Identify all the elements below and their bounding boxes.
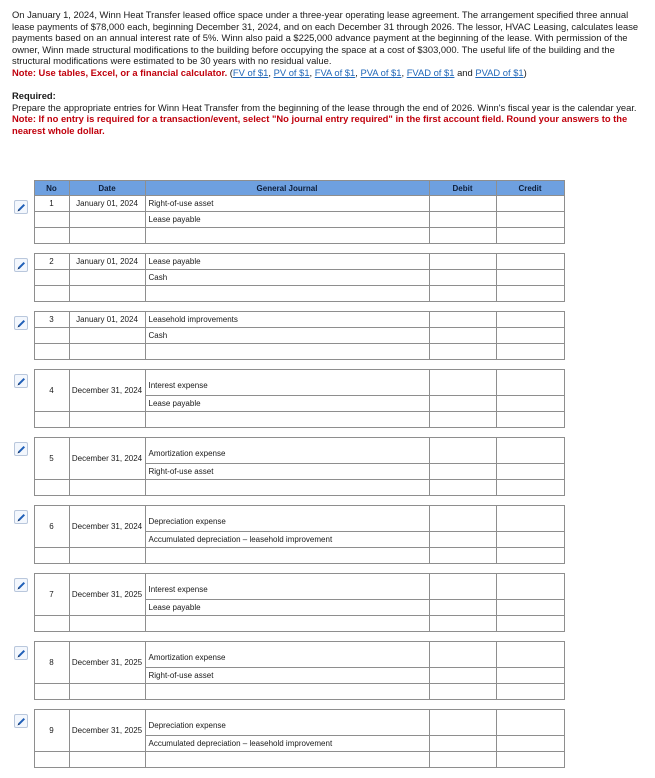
account-cell[interactable]: Leasehold improvements bbox=[145, 312, 429, 328]
journal-row bbox=[12, 506, 564, 532]
account-cell[interactable] bbox=[145, 412, 429, 428]
date-blank-cell bbox=[69, 212, 145, 228]
edit-pencil-icon[interactable] bbox=[14, 510, 28, 524]
table-links: (FV of $1, PV of $1, FVA of $1, PVA of $1, FVAD of $1 and PVAD of $1) bbox=[229, 66, 527, 78]
debit-cell[interactable] bbox=[429, 480, 496, 496]
journal-table-container bbox=[12, 180, 564, 778]
credit-cell[interactable] bbox=[496, 684, 564, 700]
entry-spacer bbox=[12, 244, 564, 254]
debit-cell[interactable] bbox=[429, 684, 496, 700]
date-blank-cell bbox=[69, 752, 145, 768]
credit-cell[interactable] bbox=[496, 642, 564, 668]
header-date: Date bbox=[69, 181, 145, 196]
debit-cell[interactable] bbox=[429, 464, 496, 480]
journal-row-empty bbox=[12, 344, 564, 360]
account-cell[interactable] bbox=[145, 480, 429, 496]
journal-row bbox=[12, 480, 564, 496]
link-pva-of-1[interactable]: PVA of $1 bbox=[360, 66, 402, 78]
debit-cell[interactable] bbox=[429, 438, 496, 464]
journal-row-empty bbox=[12, 228, 564, 244]
entry-number: 5 bbox=[34, 438, 69, 480]
debit-cell[interactable] bbox=[429, 370, 496, 396]
entry-spacer bbox=[12, 302, 564, 312]
journal-row bbox=[12, 616, 564, 632]
credit-cell[interactable] bbox=[496, 254, 564, 270]
header-credit: Credit bbox=[496, 181, 564, 196]
no-blank-cell bbox=[34, 616, 69, 632]
entry-spacer bbox=[12, 768, 564, 778]
account-cell[interactable] bbox=[145, 228, 429, 244]
credit-cell[interactable] bbox=[496, 736, 564, 752]
credit-cell[interactable] bbox=[496, 480, 564, 496]
debit-cell[interactable] bbox=[429, 212, 496, 228]
no-blank-cell bbox=[34, 270, 69, 286]
debit-cell[interactable] bbox=[429, 312, 496, 328]
account-cell[interactable]: Cash bbox=[145, 328, 429, 344]
no-blank-cell bbox=[34, 480, 69, 496]
credit-cell[interactable] bbox=[496, 710, 564, 736]
required-heading: Required: bbox=[12, 90, 56, 101]
header-general-journal: General Journal bbox=[145, 181, 429, 196]
date-blank-cell bbox=[69, 480, 145, 496]
entry-date: December 31, 2025 bbox=[69, 710, 145, 752]
account-cell[interactable] bbox=[145, 286, 429, 302]
date-blank-cell bbox=[69, 270, 145, 286]
debit-cell[interactable] bbox=[429, 616, 496, 632]
account-cell[interactable]: Lease payable bbox=[145, 396, 429, 412]
credit-cell[interactable] bbox=[496, 464, 564, 480]
link-fv-of-1[interactable]: FV of $1 bbox=[232, 66, 269, 78]
credit-cell[interactable] bbox=[496, 212, 564, 228]
and-word: and bbox=[457, 66, 473, 78]
journal-row bbox=[12, 196, 564, 212]
edit-pencil-icon[interactable] bbox=[14, 200, 28, 214]
entry-number: 1 bbox=[34, 196, 69, 212]
journal-row bbox=[12, 212, 564, 228]
edit-pencil-icon[interactable] bbox=[14, 714, 28, 728]
no-blank-cell bbox=[34, 548, 69, 564]
credit-cell[interactable] bbox=[496, 370, 564, 396]
no-blank-cell bbox=[34, 328, 69, 344]
entry-number: 8 bbox=[34, 642, 69, 684]
account-cell[interactable] bbox=[145, 344, 429, 360]
journal-row-empty bbox=[12, 286, 564, 302]
account-cell[interactable]: Lease payable bbox=[145, 600, 429, 616]
header-no: No bbox=[34, 181, 69, 196]
journal-row bbox=[12, 438, 564, 464]
journal-body bbox=[12, 196, 564, 778]
no-blank-cell bbox=[34, 212, 69, 228]
entry-date: December 31, 2024 bbox=[69, 370, 145, 412]
entry-spacer bbox=[12, 564, 564, 574]
problem-statement bbox=[12, 9, 644, 136]
credit-cell[interactable] bbox=[496, 548, 564, 564]
credit-cell[interactable] bbox=[496, 438, 564, 464]
credit-cell[interactable] bbox=[496, 752, 564, 768]
journal-row bbox=[12, 548, 564, 564]
account-cell[interactable]: Right-of-use asset bbox=[145, 668, 429, 684]
entry-spacer bbox=[12, 632, 564, 642]
credit-cell[interactable] bbox=[496, 668, 564, 684]
credit-cell[interactable] bbox=[496, 196, 564, 212]
debit-cell[interactable] bbox=[429, 396, 496, 412]
debit-cell[interactable] bbox=[429, 254, 496, 270]
debit-cell[interactable] bbox=[429, 196, 496, 212]
date-blank-cell bbox=[69, 616, 145, 632]
entry-date: January 01, 2024 bbox=[69, 312, 145, 328]
debit-cell[interactable] bbox=[429, 344, 496, 360]
credit-cell[interactable] bbox=[496, 600, 564, 616]
date-blank-cell bbox=[69, 548, 145, 564]
credit-cell[interactable] bbox=[496, 344, 564, 360]
account-cell[interactable]: Interest expense bbox=[145, 574, 429, 600]
date-blank-cell bbox=[69, 228, 145, 244]
debit-cell[interactable] bbox=[429, 668, 496, 684]
entry-spacer bbox=[12, 496, 564, 506]
edit-pencil-icon[interactable] bbox=[14, 258, 28, 272]
tools-note-line bbox=[12, 67, 644, 79]
debit-cell[interactable] bbox=[429, 600, 496, 616]
debit-cell[interactable] bbox=[429, 286, 496, 302]
debit-cell[interactable] bbox=[429, 228, 496, 244]
credit-cell[interactable] bbox=[496, 532, 564, 548]
credit-cell[interactable] bbox=[496, 396, 564, 412]
tools-note: Note: Use tables, Excel, or a financial calculator. bbox=[12, 66, 228, 78]
journal-row bbox=[12, 270, 564, 286]
date-blank-cell bbox=[69, 684, 145, 700]
credit-cell[interactable] bbox=[496, 312, 564, 328]
account-cell[interactable] bbox=[145, 684, 429, 700]
entry-spacer bbox=[12, 360, 564, 370]
debit-cell[interactable] bbox=[429, 736, 496, 752]
entry-number: 9 bbox=[34, 710, 69, 752]
journal-row bbox=[12, 574, 564, 600]
entry-date: December 31, 2024 bbox=[69, 506, 145, 548]
entry-spacer bbox=[12, 428, 564, 438]
credit-cell[interactable] bbox=[496, 328, 564, 344]
link-fva-of-1[interactable]: FVA of $1 bbox=[314, 66, 356, 78]
account-cell[interactable]: Accumulated depreciation – leasehold improvement bbox=[145, 736, 429, 752]
credit-cell[interactable] bbox=[496, 228, 564, 244]
credit-cell[interactable] bbox=[496, 412, 564, 428]
header-debit: Debit bbox=[429, 181, 496, 196]
journal-row bbox=[12, 752, 564, 768]
credit-cell[interactable] bbox=[496, 506, 564, 532]
account-cell[interactable]: Right-of-use asset bbox=[145, 464, 429, 480]
account-cell[interactable]: Lease payable bbox=[145, 254, 429, 270]
account-cell[interactable]: Interest expense bbox=[145, 370, 429, 396]
journal-row bbox=[12, 254, 564, 270]
edit-pencil-icon[interactable] bbox=[14, 646, 28, 660]
account-cell[interactable]: Amortization expense bbox=[145, 438, 429, 464]
credit-cell[interactable] bbox=[496, 270, 564, 286]
entry-date: January 01, 2024 bbox=[69, 254, 145, 270]
required-text: Prepare the appropriate entries for Winn Heat Transfer from the beginning of the lease through the end of 2026. Winn's fiscal year is the calendar year. bbox=[12, 101, 637, 113]
journal-table bbox=[12, 180, 565, 778]
debit-cell[interactable] bbox=[429, 506, 496, 532]
date-blank-cell bbox=[69, 328, 145, 344]
entry-number: 2 bbox=[34, 254, 69, 270]
entry-number: 6 bbox=[34, 506, 69, 548]
debit-cell[interactable] bbox=[429, 548, 496, 564]
credit-cell[interactable] bbox=[496, 574, 564, 600]
date-blank-cell bbox=[69, 344, 145, 360]
account-cell[interactable]: Depreciation expense bbox=[145, 506, 429, 532]
account-cell[interactable]: Amortization expense bbox=[145, 642, 429, 668]
link-fvad-of-1[interactable]: FVAD of $1 bbox=[406, 66, 455, 78]
entry-date: December 31, 2024 bbox=[69, 438, 145, 480]
no-blank-cell bbox=[34, 228, 69, 244]
account-cell[interactable]: Depreciation expense bbox=[145, 710, 429, 736]
journal-row bbox=[12, 412, 564, 428]
debit-cell[interactable] bbox=[429, 710, 496, 736]
debit-cell[interactable] bbox=[429, 532, 496, 548]
debit-cell[interactable] bbox=[429, 412, 496, 428]
entry-number: 4 bbox=[34, 370, 69, 412]
account-cell[interactable]: Lease payable bbox=[145, 212, 429, 228]
journal-row bbox=[12, 312, 564, 328]
account-cell[interactable]: Right-of-use asset bbox=[145, 196, 429, 212]
entry-date: January 01, 2024 bbox=[69, 196, 145, 212]
debit-cell[interactable] bbox=[429, 574, 496, 600]
entry-spacer bbox=[12, 700, 564, 710]
entry-date: December 31, 2025 bbox=[69, 642, 145, 684]
credit-cell[interactable] bbox=[496, 286, 564, 302]
no-blank-cell bbox=[34, 344, 69, 360]
journal-row bbox=[12, 370, 564, 396]
no-blank-cell bbox=[34, 684, 69, 700]
link-pvad-of-1[interactable]: PVAD of $1 bbox=[475, 66, 524, 78]
debit-cell[interactable] bbox=[429, 270, 496, 286]
account-cell[interactable]: Cash bbox=[145, 270, 429, 286]
account-cell[interactable]: Accumulated depreciation – leasehold improvement bbox=[145, 532, 429, 548]
entry-date: December 31, 2025 bbox=[69, 574, 145, 616]
entry-note: Note: If no entry is required for a transaction/event, select "No journal entry required" in the first account field. Round your answers to the nearest whole dollar. bbox=[12, 113, 628, 136]
date-blank-cell bbox=[69, 286, 145, 302]
entry-number: 3 bbox=[34, 312, 69, 328]
journal-row bbox=[12, 328, 564, 344]
credit-cell[interactable] bbox=[496, 616, 564, 632]
edit-pencil-icon[interactable] bbox=[14, 442, 28, 456]
journal-row bbox=[12, 710, 564, 736]
account-cell[interactable] bbox=[145, 616, 429, 632]
debit-cell[interactable] bbox=[429, 752, 496, 768]
account-cell[interactable] bbox=[145, 548, 429, 564]
no-blank-cell bbox=[34, 412, 69, 428]
no-blank-cell bbox=[34, 286, 69, 302]
journal-row bbox=[12, 642, 564, 668]
edit-pencil-icon[interactable] bbox=[14, 578, 28, 592]
journal-header-row bbox=[12, 181, 564, 196]
edit-pencil-icon[interactable] bbox=[14, 316, 28, 330]
account-cell[interactable] bbox=[145, 752, 429, 768]
debit-cell[interactable] bbox=[429, 642, 496, 668]
journal-row bbox=[12, 684, 564, 700]
date-blank-cell bbox=[69, 412, 145, 428]
entry-number: 7 bbox=[34, 574, 69, 616]
edit-pencil-icon[interactable] bbox=[14, 374, 28, 388]
link-pv-of-1[interactable]: PV of $1 bbox=[273, 66, 310, 78]
no-blank-cell bbox=[34, 752, 69, 768]
debit-cell[interactable] bbox=[429, 328, 496, 344]
problem-intro: On January 1, 2024, Winn Heat Transfer leased office space under a three-year operating lease agreement. The arrangement specified three annual lease payments of $78,000 each, beginning December 31, 2024, and on each December 31 through 2026. The lessor, HVAC Leasing, calculates lease payments based on an annual interest rate of 5%. Winn also paid a $225,000 advance payment at the beginning of the lease. With permission of the owner, Winn made structural modifications to the building before occupying the space at a cost of $303,000. The useful life of the building and the structural modifications were estimated to be 30 years with no residual value. bbox=[12, 9, 639, 66]
